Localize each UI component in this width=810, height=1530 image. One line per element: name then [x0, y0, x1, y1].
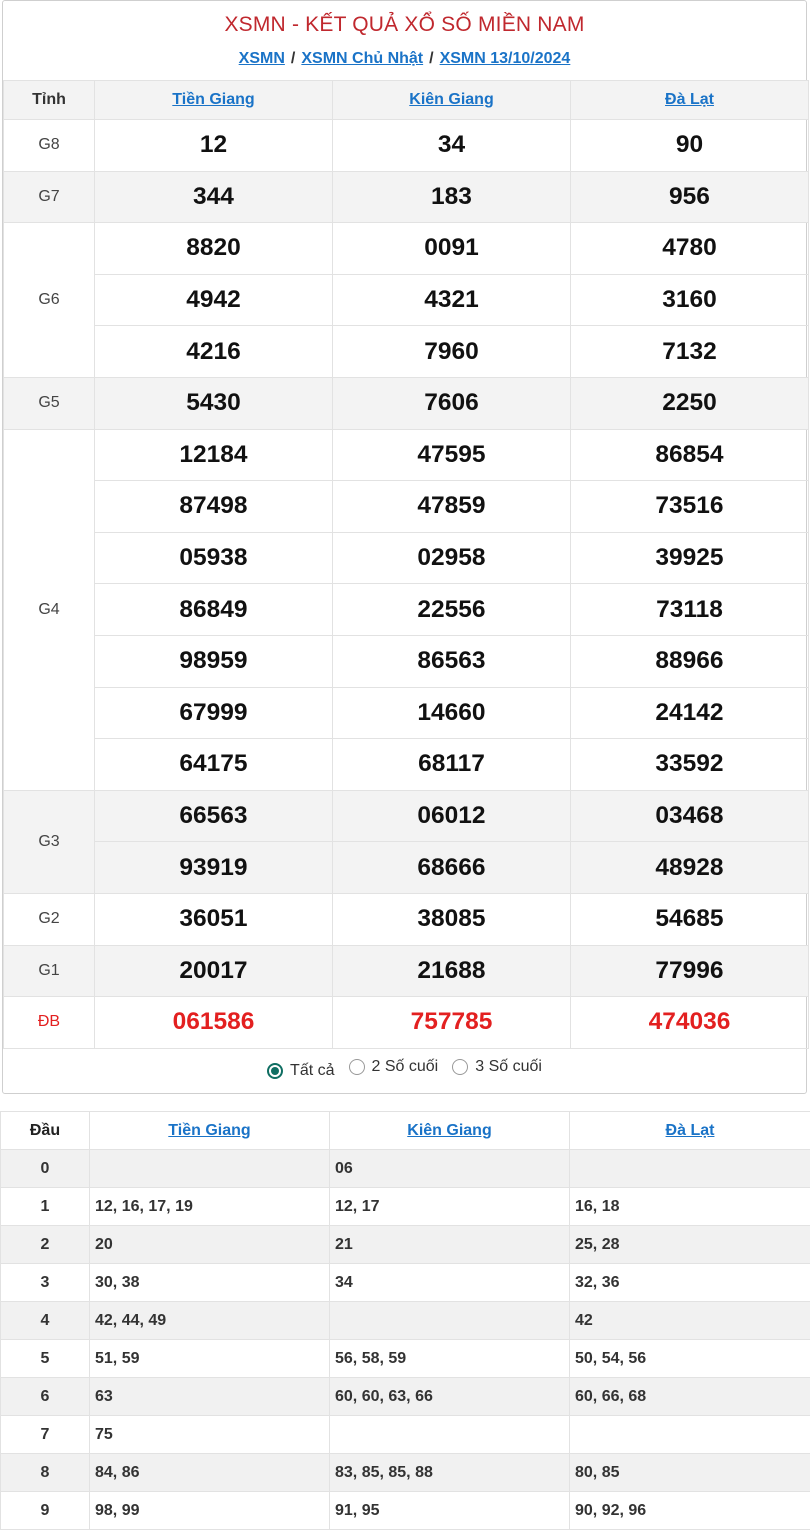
results-row — [4, 481, 809, 533]
results-row — [4, 326, 809, 378]
prize-number: 33592 — [571, 739, 809, 791]
prize-number: 98959 — [95, 635, 333, 687]
prize-number: 77996 — [571, 945, 809, 997]
results-row — [4, 945, 809, 997]
prize-number: 8820 — [95, 223, 333, 275]
digits-filter-label: 2 Số cuối — [371, 1058, 439, 1075]
dau-head-digit: 9 — [1, 1492, 90, 1530]
prize-number: 21688 — [333, 945, 571, 997]
dau-head-digit: 1 — [1, 1188, 90, 1226]
prize-label: ĐB — [4, 997, 95, 1049]
dau-column-label: Đầu — [1, 1112, 90, 1150]
prize-number: 87498 — [95, 481, 333, 533]
prize-number: 7606 — [333, 377, 571, 429]
results-table — [3, 80, 809, 1049]
prize-number: 344 — [95, 171, 333, 223]
results-row — [4, 739, 809, 791]
prize-number: 956 — [571, 171, 809, 223]
results-row — [4, 584, 809, 636]
dau-province-header — [570, 1112, 810, 1150]
digits-filter-label: Tất cả — [290, 1062, 335, 1079]
prize-label: G4 — [4, 429, 95, 790]
dau-cell — [330, 1302, 570, 1340]
prize-label: G5 — [4, 377, 95, 429]
dau-head-digit: 7 — [1, 1416, 90, 1454]
dau-cell — [330, 1416, 570, 1454]
dau-cell: 63 — [90, 1378, 330, 1416]
prize-label: G3 — [4, 790, 95, 893]
radio-icon[interactable] — [267, 1063, 283, 1079]
province-header — [95, 81, 333, 120]
dau-head-digit: 6 — [1, 1378, 90, 1416]
prize-number: 7960 — [333, 326, 571, 378]
digits-filter — [3, 1058, 806, 1080]
results-header-row — [4, 81, 809, 120]
prize-label: G8 — [4, 120, 95, 172]
breadcrumb-separator: / — [290, 50, 296, 67]
dau-cell: 30, 38 — [90, 1264, 330, 1302]
dau-cell: 75 — [90, 1416, 330, 1454]
dau-cell: 56, 58, 59 — [330, 1340, 570, 1378]
prize-number: 0091 — [333, 223, 571, 275]
province-link-da-lat[interactable]: Đà Lạt — [665, 91, 714, 108]
dau-cell — [570, 1416, 810, 1454]
province-link-kien-giang[interactable]: Kiên Giang — [409, 91, 494, 108]
province-header — [333, 81, 571, 120]
digits-filter-label: 3 Số cuối — [475, 1058, 542, 1075]
dau-province-link-kien-giang[interactable]: Kiên Giang — [407, 1121, 492, 1139]
prize-number: 68117 — [333, 739, 571, 791]
results-row — [4, 842, 809, 894]
results-row — [4, 223, 809, 275]
prize-number: 12184 — [95, 429, 333, 481]
prize-label: G7 — [4, 171, 95, 223]
dau-header-row — [1, 1112, 810, 1150]
province-column-label: Tỉnh — [4, 81, 95, 120]
results-row — [4, 274, 809, 326]
province-header — [571, 81, 809, 120]
breadcrumb — [3, 50, 806, 68]
prize-number: 68666 — [333, 842, 571, 894]
results-row — [4, 687, 809, 739]
prize-number: 7132 — [571, 326, 809, 378]
dau-province-header — [330, 1112, 570, 1150]
dau-cell: 12, 17 — [330, 1188, 570, 1226]
prize-number: 64175 — [95, 739, 333, 791]
results-row — [4, 635, 809, 687]
dau-row — [1, 1188, 810, 1226]
dau-cell: 42 — [570, 1302, 810, 1340]
dau-row — [1, 1378, 810, 1416]
prize-number: 22556 — [333, 584, 571, 636]
dau-province-link-tien-giang[interactable]: Tiền Giang — [168, 1121, 251, 1139]
prize-number: 24142 — [571, 687, 809, 739]
results-row — [4, 429, 809, 481]
prize-number: 86854 — [571, 429, 809, 481]
breadcrumb-weekday[interactable]: XSMN Chủ Nhật — [301, 50, 424, 67]
prize-number: 2250 — [571, 377, 809, 429]
prize-number: 20017 — [95, 945, 333, 997]
dau-cell: 98, 99 — [90, 1492, 330, 1530]
prize-number: 47859 — [333, 481, 571, 533]
breadcrumb-separator: / — [429, 50, 434, 67]
digits-filter-option[interactable] — [349, 1058, 439, 1076]
dau-row — [1, 1150, 810, 1188]
prize-number: 90 — [571, 120, 809, 172]
prize-number: 86563 — [333, 635, 571, 687]
prize-number: 4216 — [95, 326, 333, 378]
special-prize-number: 061586 — [95, 997, 333, 1049]
dau-cell: 60, 60, 63, 66 — [330, 1378, 570, 1416]
prize-number: 03468 — [571, 790, 809, 842]
prize-number: 48928 — [571, 842, 809, 894]
prize-number: 4942 — [95, 274, 333, 326]
prize-number: 4780 — [571, 223, 809, 275]
breadcrumb-xsmn[interactable]: XSMN — [238, 50, 285, 67]
prize-number: 88966 — [571, 635, 809, 687]
dau-cell: 50, 54, 56 — [570, 1340, 810, 1378]
radio-icon[interactable] — [349, 1059, 365, 1075]
dau-cell: 83, 85, 85, 88 — [330, 1454, 570, 1492]
dau-cell: 51, 59 — [90, 1340, 330, 1378]
digits-filter-option[interactable] — [452, 1058, 542, 1076]
prize-number: 06012 — [333, 790, 571, 842]
results-row — [4, 120, 809, 172]
dau-row — [1, 1226, 810, 1264]
dau-cell: 12, 16, 17, 19 — [90, 1188, 330, 1226]
results-row — [4, 171, 809, 223]
breadcrumb-date[interactable]: XSMN 13/10/2024 — [439, 50, 571, 67]
dau-cell — [90, 1150, 330, 1188]
dau-head-digit: 3 — [1, 1264, 90, 1302]
results-row — [4, 532, 809, 584]
dau-row — [1, 1302, 810, 1340]
special-prize-number: 757785 — [333, 997, 571, 1049]
province-link-tien-giang[interactable]: Tiền Giang — [172, 91, 255, 108]
dau-cell: 32, 36 — [570, 1264, 810, 1302]
prize-number: 14660 — [333, 687, 571, 739]
dau-cell: 90, 92, 96 — [570, 1492, 810, 1530]
dau-head-digit: 4 — [1, 1302, 90, 1340]
prize-number: 05938 — [95, 532, 333, 584]
dau-row — [1, 1340, 810, 1378]
prize-number: 38085 — [333, 893, 571, 945]
dau-cell: 84, 86 — [90, 1454, 330, 1492]
dau-cell: 34 — [330, 1264, 570, 1302]
dau-province-link-da-lat[interactable]: Đà Lạt — [665, 1121, 715, 1139]
dau-cell: 21 — [330, 1226, 570, 1264]
dau-row — [1, 1416, 810, 1454]
prize-number: 02958 — [333, 532, 571, 584]
digits-filter-option[interactable] — [267, 1062, 334, 1080]
dau-row — [1, 1454, 810, 1492]
dau-row — [1, 1492, 810, 1530]
dau-table — [0, 1111, 810, 1530]
dau-cell: 91, 95 — [330, 1492, 570, 1530]
dau-head-digit: 8 — [1, 1454, 90, 1492]
prize-number: 66563 — [95, 790, 333, 842]
dau-cell: 20 — [90, 1226, 330, 1264]
prize-number: 73516 — [571, 481, 809, 533]
prize-number: 47595 — [333, 429, 571, 481]
prize-number: 39925 — [571, 532, 809, 584]
special-prize-number: 474036 — [571, 997, 809, 1049]
dau-head-digit: 2 — [1, 1226, 90, 1264]
prize-number: 5430 — [95, 377, 333, 429]
dau-cell: 80, 85 — [570, 1454, 810, 1492]
prize-number: 36051 — [95, 893, 333, 945]
prize-label: G1 — [4, 945, 95, 997]
dau-cell — [570, 1150, 810, 1188]
prize-number: 86849 — [95, 584, 333, 636]
dau-head-digit: 5 — [1, 1340, 90, 1378]
prize-number: 73118 — [571, 584, 809, 636]
radio-icon[interactable] — [452, 1059, 468, 1075]
prize-number: 3160 — [571, 274, 809, 326]
prize-number: 12 — [95, 120, 333, 172]
results-row — [4, 997, 809, 1049]
results-card — [2, 0, 807, 1094]
results-row — [4, 377, 809, 429]
dau-cell: 06 — [330, 1150, 570, 1188]
results-row — [4, 893, 809, 945]
prize-number: 34 — [333, 120, 571, 172]
dau-cell: 25, 28 — [570, 1226, 810, 1264]
results-row — [4, 790, 809, 842]
dau-cell: 16, 18 — [570, 1188, 810, 1226]
prize-label: G2 — [4, 893, 95, 945]
prize-number: 93919 — [95, 842, 333, 894]
dau-cell: 60, 66, 68 — [570, 1378, 810, 1416]
dau-cell: 42, 44, 49 — [90, 1302, 330, 1340]
prize-number: 54685 — [571, 893, 809, 945]
page-title: XSMN - KẾT QUẢ XỔ SỐ MIỀN NAM — [224, 13, 585, 36]
prize-label: G6 — [4, 223, 95, 378]
dau-head-digit: 0 — [1, 1150, 90, 1188]
prize-number: 4321 — [333, 274, 571, 326]
prize-number: 67999 — [95, 687, 333, 739]
dau-province-header — [90, 1112, 330, 1150]
dau-row — [1, 1264, 810, 1302]
prize-number: 183 — [333, 171, 571, 223]
